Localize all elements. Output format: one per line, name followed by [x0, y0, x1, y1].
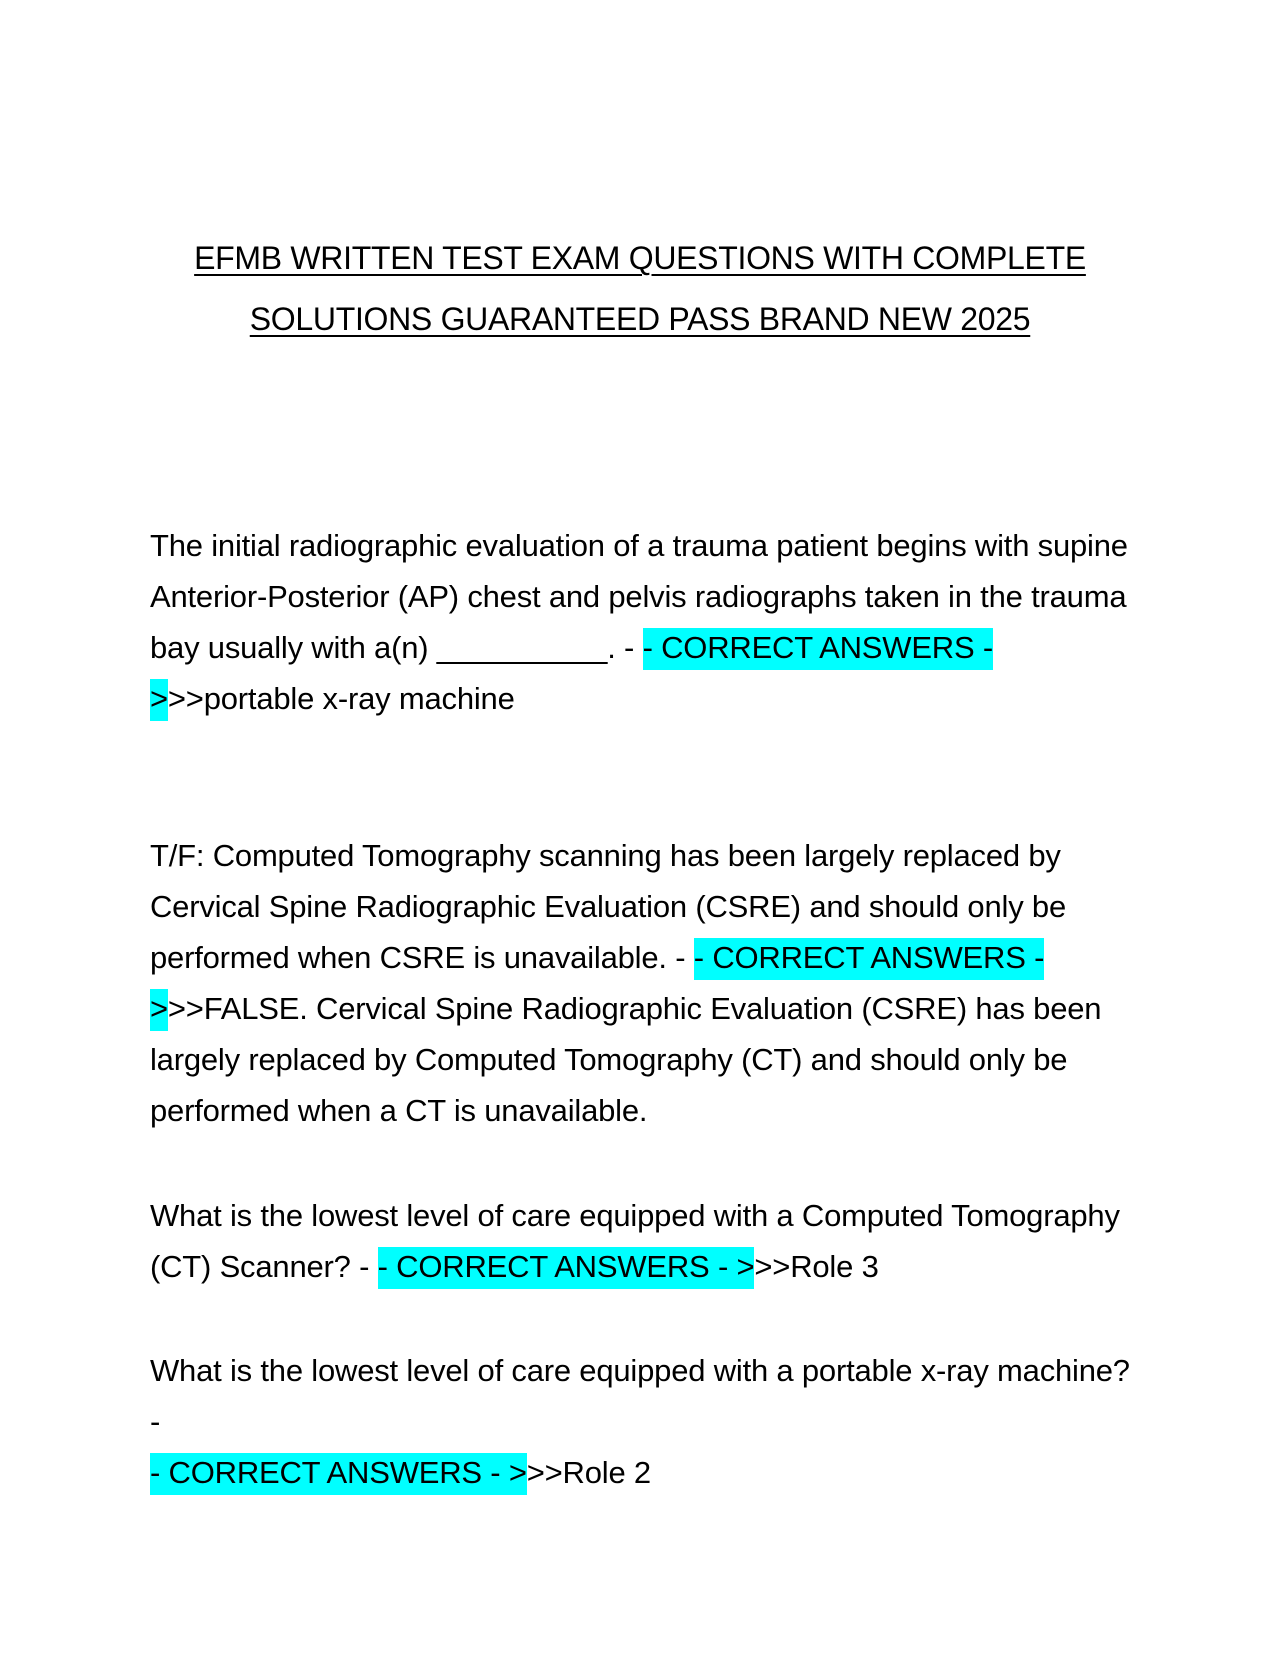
question-text: The initial radiographic evaluation of a trauma patient begins with supine Anterior-Posterior (AP) chest and pelvis radiographs taken in the trauma bay usually with a(n) __________. -	[150, 528, 1128, 665]
answer-text: >>FALSE. Cervical Spine Radiographic Evaluation (CSRE) has been largely replaced by Computed Tomography (CT) and should only be performed when a CT is unavailable.	[150, 991, 1102, 1128]
correct-answers-marker: - CORRECT ANSWERS - >	[378, 1247, 755, 1289]
question-text: T/F: Computed Tomography scanning has been largely replaced by Cervical Spine Radiographic Evaluation (CSRE) and should only be performed when CSRE is unavailable. -	[150, 838, 1066, 975]
question-text: What is the lowest level of care equipped with a portable x-ray machine? -	[150, 1353, 1130, 1439]
answer-text: >>portable x-ray machine	[167, 681, 515, 716]
question-block-3	[150, 1190, 1140, 1292]
title-line-2: SOLUTIONS GUARANTEED PASS BRAND NEW 2025	[249, 301, 1031, 337]
correct-answers-marker: - CORRECT ANSWERS - >	[150, 1453, 527, 1495]
question-block-4	[150, 1345, 1140, 1498]
correct-answers-marker: - CORRECT ANSWERS - >	[150, 938, 1044, 1031]
answer-text: >>Role 2	[526, 1455, 651, 1490]
correct-answers-marker: - CORRECT ANSWERS - >	[150, 628, 993, 721]
answer-text: >>Role 3	[754, 1249, 879, 1284]
title-line-1: EFMB WRITTEN TEST EXAM QUESTIONS WITH COMPLETE	[194, 240, 1086, 276]
answer-line	[150, 1447, 1140, 1498]
question-block-1	[150, 520, 1140, 724]
question-block-2	[150, 830, 1140, 1136]
document-title	[120, 228, 1160, 350]
question-text: What is the lowest level of care equipped with a Computed Tomography (CT) Scanner? -	[150, 1198, 1120, 1284]
